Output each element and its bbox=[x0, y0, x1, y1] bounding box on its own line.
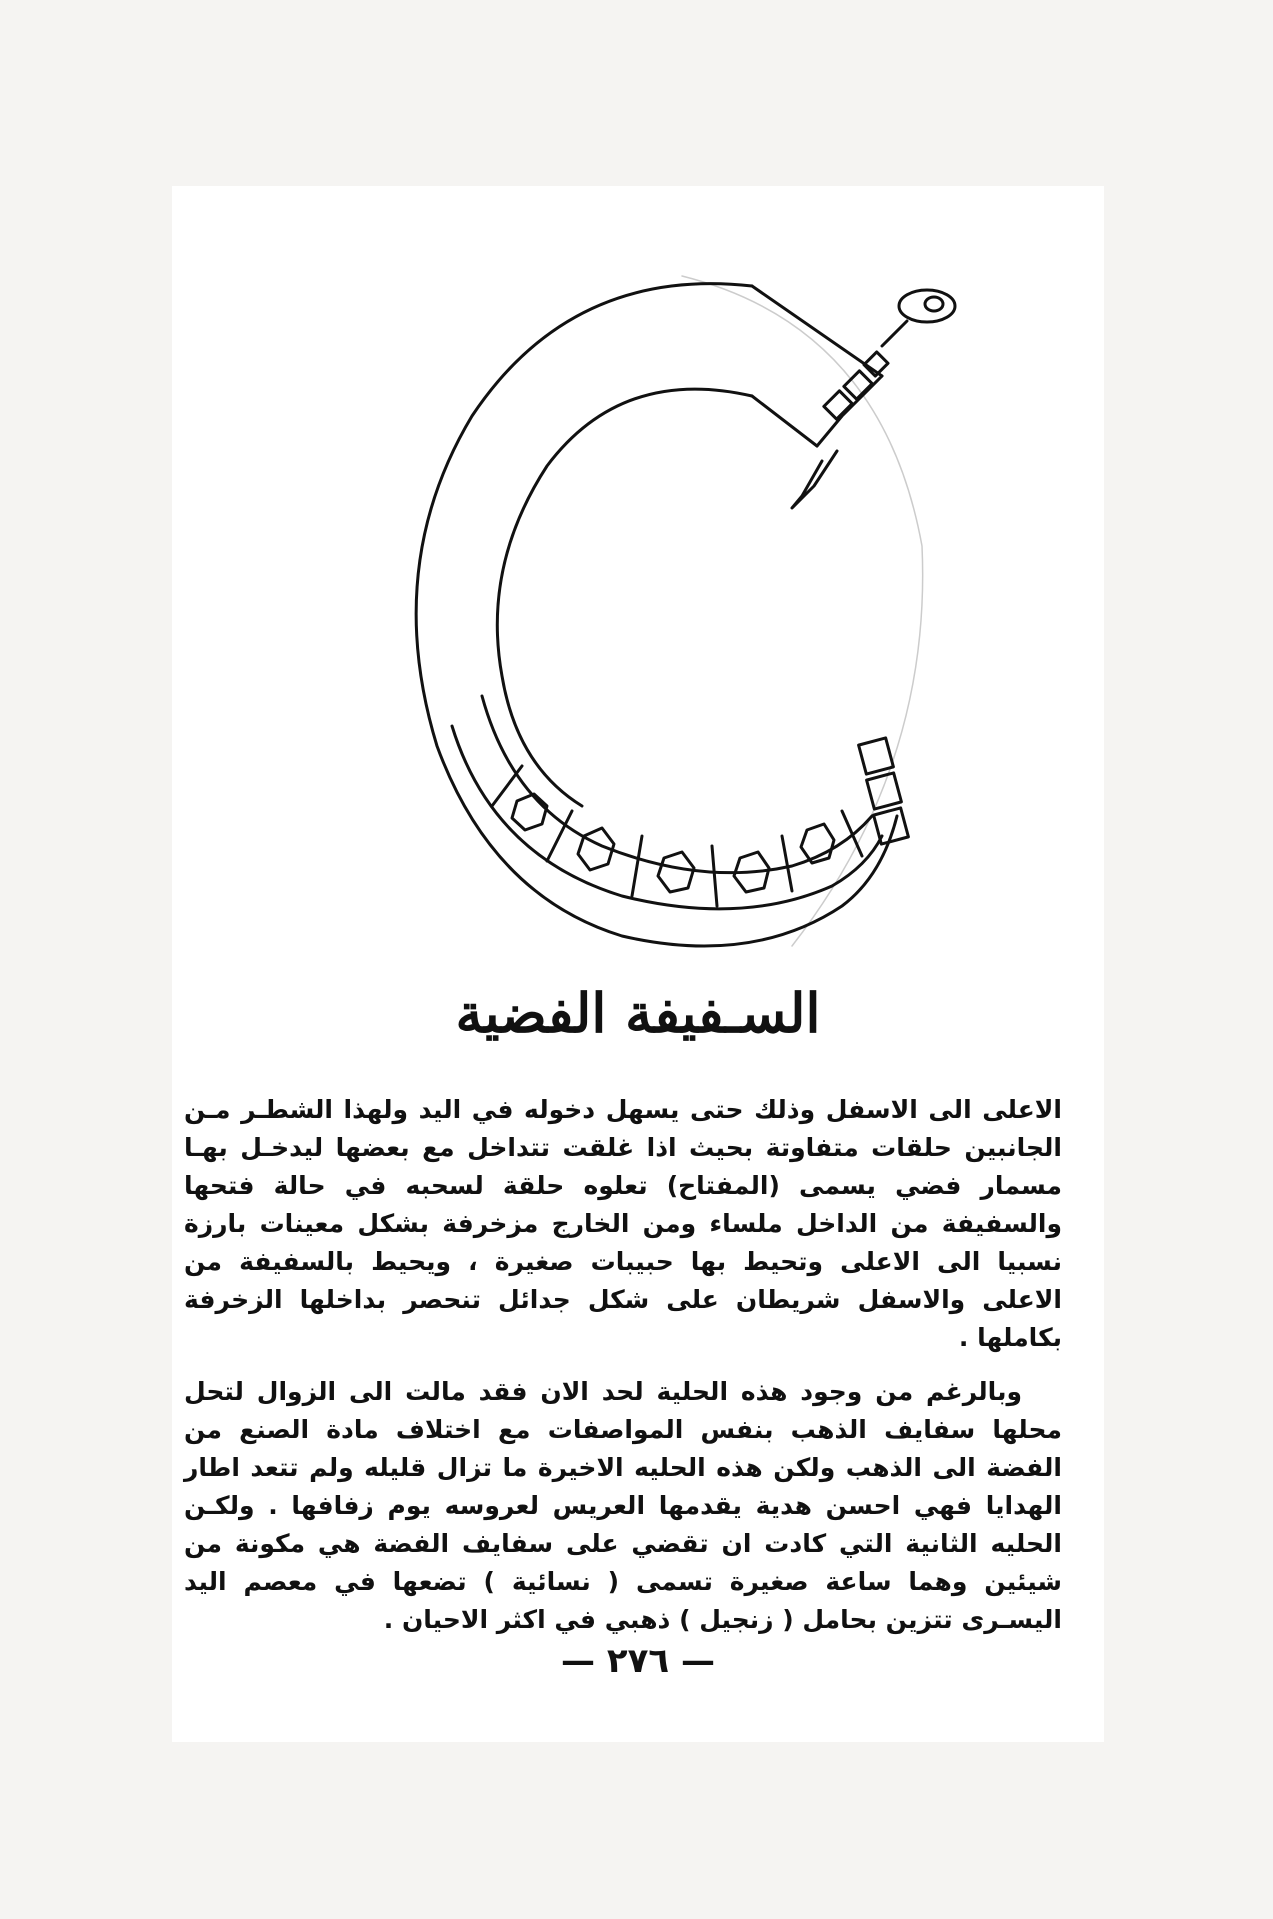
illustration-caption: السـفيفة الفضية bbox=[455, 981, 821, 1045]
book-page bbox=[172, 186, 1104, 1742]
page-number: — ٢٧٦ — bbox=[561, 1641, 715, 1681]
silver-bracelet-illustration bbox=[322, 246, 1002, 986]
paragraph-2: وبالرغم من وجود هذه الحلية لحد الان فقد مالت الى الزوال لتحل محلها سفايف الذهب بنفس المواصفات مع اختلاف مادة الصنع من الفضة الى الذهب ولكن هذه الحليه الاخيرة ما تزال قليله ولم تتعد اطار الهدايا فهي احسن هدية يقدمها العريس لعروسه يوم زفافها . ولكـن الحليه الثانية التي كادت ان تقضي على سفايف الفضة هي مكونة من شيئين وهما ساعة صغيرة تسمى ( نسائية ) تضعها في معصم اليد اليسـرى تتزين بحامل ( زنجيل ) ذهبي في اكثر الاحيان . bbox=[184, 1377, 1062, 1634]
paragraph-1: الاعلى الى الاسفل وذلك حتى يسهل دخوله في اليد ولهذا الشطـر مـن الجانبين حلقات متفاوتة بحيث اذا غلقت تتداخل مع بعضها ليدخـل بهـا مسمار فضي يسمى (المفتاح) تعلوه حلقة لسحبه في حالة فتحها والسفيفة من الداخل ملساء ومن الخارج مزخرفة بشكل معينات بارزة نسبيا الى الاعلى وتحيط بها حبيبات صغيرة ، ويحيط بالسفيفة من الاعلى والاسفل شريطان على شكل جدائل تنحصر بداخلها الزخرفة بكاملها . bbox=[184, 1095, 1062, 1352]
body-text bbox=[184, 1091, 1062, 1655]
